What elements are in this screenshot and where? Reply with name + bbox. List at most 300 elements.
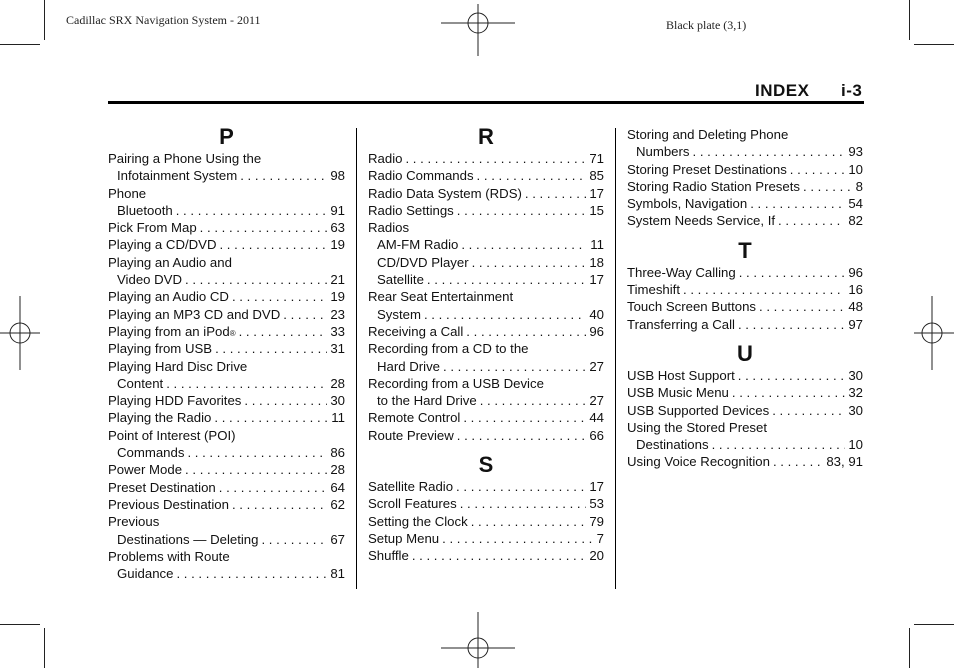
index-entry-line bbox=[368, 530, 604, 547]
dot-leader bbox=[790, 161, 846, 178]
index-entry-line bbox=[108, 202, 345, 219]
dot-leader bbox=[412, 547, 587, 564]
index-entry bbox=[108, 340, 345, 357]
index-entry-line bbox=[368, 392, 604, 409]
plate-label: Black plate (3,1) bbox=[666, 18, 747, 32]
dot-leader bbox=[466, 323, 586, 340]
index-entry bbox=[108, 254, 345, 289]
index-entry bbox=[627, 298, 863, 315]
entry-text: Video DVD bbox=[117, 272, 182, 288]
index-entry-line bbox=[108, 185, 345, 202]
index-heading: INDEX bbox=[755, 81, 810, 100]
dot-leader bbox=[457, 202, 587, 219]
crop-mark bbox=[909, 0, 910, 40]
entry-text: Recording from a CD to the bbox=[368, 341, 529, 357]
index-entry bbox=[108, 548, 345, 583]
index-entry-line bbox=[368, 495, 604, 512]
entry-text: Infotainment System bbox=[117, 168, 238, 184]
index-entry-line bbox=[627, 316, 863, 333]
index-entry-line bbox=[368, 219, 604, 236]
entry-text: Pick From Map bbox=[108, 220, 197, 236]
dot-leader bbox=[456, 478, 586, 495]
entry-page-number: 11 bbox=[590, 237, 604, 253]
entry-text: Using the Stored Preset bbox=[627, 419, 768, 435]
entry-page-number: 20 bbox=[589, 548, 604, 564]
crop-mark bbox=[44, 0, 45, 40]
entry-text: Bluetooth bbox=[117, 202, 173, 218]
index-entry bbox=[108, 323, 345, 340]
entry-text: Playing an Audio and bbox=[108, 254, 232, 270]
entry-text: Symbols, Navigation bbox=[627, 196, 748, 212]
crop-mark bbox=[0, 44, 40, 45]
index-entry-line bbox=[108, 444, 345, 461]
index-entry bbox=[108, 219, 345, 236]
entry-text: Three-Way Calling bbox=[627, 264, 736, 280]
dot-leader bbox=[443, 358, 586, 375]
entry-page-number: 82 bbox=[848, 213, 863, 229]
index-entry-line bbox=[368, 271, 604, 288]
dot-leader bbox=[200, 219, 328, 236]
index-entry-line bbox=[627, 402, 863, 419]
entry-page-number: 86 bbox=[330, 445, 345, 461]
registration-mark-icon bbox=[441, 612, 515, 668]
index-entry-line bbox=[627, 143, 863, 160]
index-entry bbox=[368, 340, 604, 375]
entry-text: Remote Control bbox=[368, 410, 461, 426]
entry-page-number: 21 bbox=[330, 272, 345, 288]
entry-text: System bbox=[377, 306, 421, 322]
entry-page-number: 17 bbox=[589, 185, 604, 201]
index-entry bbox=[368, 323, 604, 340]
dot-leader bbox=[424, 306, 586, 323]
index-entry-line bbox=[627, 453, 863, 470]
index-entry bbox=[368, 530, 604, 547]
crop-mark bbox=[0, 624, 40, 625]
index-entry-line bbox=[108, 323, 345, 340]
entry-page-number: 33 bbox=[330, 323, 345, 339]
index-entry bbox=[627, 402, 863, 419]
crop-mark bbox=[914, 44, 954, 45]
index-entry-line bbox=[368, 167, 604, 184]
index-letter-heading: P bbox=[219, 124, 234, 149]
entry-text: Satellite Radio bbox=[368, 479, 454, 495]
index-entry bbox=[368, 513, 604, 530]
index-entry bbox=[108, 513, 345, 548]
index-entry bbox=[368, 150, 604, 167]
index-entry bbox=[368, 202, 604, 219]
index-entry-line bbox=[108, 531, 345, 548]
index-entry bbox=[368, 167, 604, 184]
dot-leader bbox=[525, 185, 586, 202]
index-entry bbox=[627, 195, 863, 212]
index-entry-line bbox=[108, 150, 345, 167]
crop-mark bbox=[44, 628, 45, 668]
index-entry-line bbox=[368, 288, 604, 305]
entry-page-number: 18 bbox=[589, 254, 604, 270]
index-entry-line bbox=[627, 178, 863, 195]
dot-leader bbox=[471, 513, 587, 530]
entry-text: Destinations bbox=[636, 437, 709, 453]
index-entry-line bbox=[108, 479, 345, 496]
entry-page-number: 91 bbox=[330, 202, 345, 218]
entry-page-number: 19 bbox=[330, 237, 345, 253]
entry-page-number: 28 bbox=[330, 462, 345, 478]
index-entry bbox=[368, 185, 604, 202]
dot-leader bbox=[472, 254, 587, 271]
entry-text: Phone bbox=[108, 185, 147, 201]
entry-text: Transferring a Call bbox=[627, 316, 735, 332]
index-entry-line bbox=[108, 236, 345, 253]
dot-leader bbox=[219, 236, 327, 253]
entry-page-number: 15 bbox=[589, 202, 604, 218]
entry-page-number: 96 bbox=[589, 323, 604, 339]
index-entry-line bbox=[368, 254, 604, 271]
entry-text: Rear Seat Entertainment bbox=[368, 289, 514, 305]
entry-text: Radio Settings bbox=[368, 202, 454, 218]
index-letter-heading: R bbox=[478, 124, 494, 149]
dot-leader bbox=[283, 306, 327, 323]
index-entry-line bbox=[108, 254, 345, 271]
dot-leader bbox=[442, 530, 594, 547]
entry-page-number: 32 bbox=[848, 385, 863, 401]
index-entry-line bbox=[108, 288, 345, 305]
index-entry bbox=[108, 236, 345, 253]
index-entry bbox=[368, 288, 604, 323]
index-entry-line bbox=[368, 478, 604, 495]
index-entry bbox=[627, 212, 863, 229]
dot-leader bbox=[738, 316, 845, 333]
index-entry-line bbox=[108, 548, 345, 565]
entry-page-number: 31 bbox=[330, 341, 345, 357]
index-entry-line bbox=[368, 306, 604, 323]
entry-page-number: 7 bbox=[596, 530, 604, 546]
registration-mark-icon bbox=[441, 4, 515, 56]
index-entry-line bbox=[368, 185, 604, 202]
index-entry bbox=[627, 367, 863, 384]
dot-leader bbox=[750, 195, 845, 212]
index-entry bbox=[108, 150, 345, 185]
index-entry-line bbox=[368, 150, 604, 167]
index-entry bbox=[368, 219, 604, 288]
index-entry-line bbox=[108, 219, 345, 236]
entry-text: Touch Screen Buttons bbox=[627, 299, 757, 315]
index-entry-line bbox=[627, 298, 863, 315]
index-entry-line bbox=[108, 340, 345, 357]
entry-text: Radio Data System (RDS) bbox=[368, 185, 522, 201]
dot-leader bbox=[215, 340, 327, 357]
index-entry bbox=[627, 453, 863, 470]
index-entry-line bbox=[627, 436, 863, 453]
dot-leader bbox=[219, 479, 328, 496]
index-entry-line bbox=[108, 358, 345, 375]
entry-text: System Needs Service, If bbox=[627, 213, 776, 229]
entry-page-number: 23 bbox=[330, 306, 345, 322]
index-entry-line bbox=[108, 409, 345, 426]
index-entry-line bbox=[108, 375, 345, 392]
entry-page-number: 27 bbox=[589, 393, 604, 409]
entry-text: Playing from an iPod bbox=[108, 323, 230, 339]
index-entry bbox=[108, 288, 345, 305]
index-entry-line bbox=[368, 375, 604, 392]
header-rule bbox=[108, 101, 864, 104]
index-entry bbox=[627, 126, 863, 161]
entry-text: Satellite bbox=[377, 272, 424, 288]
entry-text: Point of Interest (POI) bbox=[108, 427, 236, 443]
entry-text: Destinations — Deleting bbox=[117, 531, 259, 547]
entry-text: USB Music Menu bbox=[627, 385, 729, 401]
index-entry-line bbox=[627, 161, 863, 178]
index-entry bbox=[627, 264, 863, 281]
index-entry-line bbox=[627, 419, 863, 436]
dot-leader bbox=[457, 427, 587, 444]
entry-text: Setup Menu bbox=[368, 530, 440, 546]
entry-page-number: 40 bbox=[589, 306, 604, 322]
index-entry bbox=[368, 409, 604, 426]
index-letter-heading: T bbox=[738, 237, 752, 263]
dot-leader bbox=[739, 264, 846, 281]
index-entry-line bbox=[368, 340, 604, 357]
entry-text: Radios bbox=[368, 220, 410, 236]
entry-text: Previous bbox=[108, 514, 160, 530]
entry-text: Radio Commands bbox=[368, 168, 474, 184]
index-entry-line bbox=[108, 306, 345, 323]
registration-mark-icon bbox=[914, 296, 954, 370]
index-entry bbox=[627, 384, 863, 401]
entry-text: Numbers bbox=[636, 144, 690, 160]
dot-leader bbox=[166, 375, 327, 392]
dot-leader bbox=[480, 392, 587, 409]
dot-leader bbox=[778, 212, 845, 229]
entry-page-number: 97 bbox=[848, 316, 863, 332]
entry-page-number: 17 bbox=[589, 479, 604, 495]
index-entry bbox=[108, 496, 345, 513]
entry-page-number: 11 bbox=[331, 410, 345, 426]
entry-text: Recording from a USB Device bbox=[368, 375, 544, 391]
dot-leader bbox=[772, 402, 845, 419]
dot-leader bbox=[461, 236, 587, 253]
index-entry bbox=[627, 419, 863, 454]
entry-page-number: 64 bbox=[330, 479, 345, 495]
index-entry-line bbox=[627, 264, 863, 281]
index-entry-line bbox=[627, 195, 863, 212]
column-divider bbox=[356, 128, 357, 589]
dot-leader bbox=[240, 167, 327, 184]
index-column-1 bbox=[108, 126, 345, 582]
dot-leader bbox=[712, 436, 846, 453]
entry-text: Playing an Audio CD bbox=[108, 289, 229, 305]
index-entry-line bbox=[627, 126, 863, 143]
dot-leader bbox=[477, 167, 587, 184]
index-entry bbox=[108, 479, 345, 496]
dot-leader bbox=[176, 202, 328, 219]
entry-text: Hard Drive bbox=[377, 358, 441, 374]
crop-mark bbox=[909, 628, 910, 668]
entry-page-number: 28 bbox=[330, 375, 345, 391]
dot-leader bbox=[239, 323, 328, 340]
index-letter-heading: U bbox=[737, 340, 753, 366]
index-entry-line bbox=[368, 409, 604, 426]
dot-leader bbox=[185, 461, 327, 478]
entry-text: to the Hard Drive bbox=[377, 393, 477, 409]
entry-text: Storing Preset Destinations bbox=[627, 161, 787, 177]
entry-page-number: 71 bbox=[589, 151, 604, 166]
doc-title: Cadillac SRX Navigation System - 2011 bbox=[66, 13, 261, 27]
dot-leader bbox=[693, 143, 846, 160]
entry-page-number: 85 bbox=[589, 168, 604, 184]
entry-page-number: 8 bbox=[855, 178, 863, 194]
entry-page-number: 79 bbox=[589, 513, 604, 529]
registration-mark-icon bbox=[0, 296, 40, 370]
index-entry bbox=[368, 427, 604, 444]
index-entry-line bbox=[627, 367, 863, 384]
entry-page-number: 27 bbox=[589, 358, 604, 374]
index-entry-line bbox=[108, 392, 345, 409]
entry-page-number: 30 bbox=[330, 393, 345, 409]
entry-text: Playing the Radio bbox=[108, 410, 212, 426]
dot-leader bbox=[405, 150, 586, 167]
dot-leader bbox=[460, 495, 587, 512]
entry-text: Problems with Route bbox=[108, 548, 230, 564]
entry-page-number: 63 bbox=[330, 220, 345, 236]
dot-leader bbox=[738, 367, 846, 384]
dot-leader bbox=[232, 496, 327, 513]
entry-text: Timeshift bbox=[627, 282, 681, 298]
index-column-2 bbox=[368, 126, 604, 565]
index-entry-line bbox=[108, 167, 345, 184]
entry-text: Preset Destination bbox=[108, 479, 216, 495]
entry-page-number: 17 bbox=[589, 272, 604, 288]
entry-text: Playing Hard Disc Drive bbox=[108, 358, 248, 374]
dot-leader bbox=[683, 281, 845, 298]
index-entry bbox=[108, 185, 345, 220]
entry-page-number: 98 bbox=[330, 168, 345, 184]
entry-text: Route Preview bbox=[368, 427, 454, 443]
entry-text: Playing from USB bbox=[108, 341, 213, 357]
index-entry-line bbox=[368, 358, 604, 375]
entry-text: AM-FM Radio bbox=[377, 237, 459, 253]
dot-leader bbox=[185, 271, 327, 288]
entry-page-number: 30 bbox=[848, 402, 863, 418]
dot-leader bbox=[214, 409, 328, 426]
index-entry bbox=[627, 178, 863, 195]
index-entry-line bbox=[108, 513, 345, 530]
index-entry-line bbox=[627, 212, 863, 229]
dot-leader bbox=[759, 298, 845, 315]
index-entry bbox=[627, 316, 863, 333]
index-entry bbox=[108, 358, 345, 393]
index-column-3 bbox=[627, 126, 863, 471]
entry-page-number: 48 bbox=[848, 299, 863, 315]
crop-mark bbox=[914, 624, 954, 625]
dot-leader bbox=[463, 409, 586, 426]
index-entry bbox=[368, 375, 604, 410]
entry-page-number: 19 bbox=[330, 289, 345, 305]
entry-text: Receiving a Call bbox=[368, 323, 464, 339]
index-entry bbox=[108, 461, 345, 478]
index-entry-line bbox=[627, 384, 863, 401]
entry-text: CD/DVD Player bbox=[377, 254, 469, 270]
index-entry-line bbox=[368, 202, 604, 219]
entry-text: Playing HDD Favorites bbox=[108, 393, 242, 409]
entry-text: Setting the Clock bbox=[368, 513, 468, 529]
entry-text: USB Supported Devices bbox=[627, 402, 770, 418]
entry-text: Scroll Features bbox=[368, 496, 457, 512]
index-entry-line bbox=[368, 547, 604, 564]
entry-page-number: 53 bbox=[589, 496, 604, 512]
index-entry-line bbox=[368, 513, 604, 530]
entry-page-number: 83, 91 bbox=[826, 454, 863, 470]
entry-text: Playing an MP3 CD and DVD bbox=[108, 306, 281, 322]
index-entry-line bbox=[108, 427, 345, 444]
entry-text: Shuffle bbox=[368, 548, 409, 564]
entry-page-number: 66 bbox=[589, 427, 604, 443]
dot-leader bbox=[427, 271, 586, 288]
dot-leader bbox=[261, 531, 327, 548]
entry-page-number: 62 bbox=[330, 496, 345, 512]
entry-page-number: 30 bbox=[848, 367, 863, 383]
entry-text: Pairing a Phone Using the bbox=[108, 151, 262, 166]
entry-page-number: 10 bbox=[848, 161, 863, 177]
entry-page-number: 54 bbox=[848, 196, 863, 212]
index-entry-line bbox=[368, 427, 604, 444]
entry-page-number: 10 bbox=[848, 437, 863, 453]
index-entry bbox=[108, 409, 345, 426]
dot-leader bbox=[176, 565, 327, 582]
entry-text: Playing a CD/DVD bbox=[108, 237, 217, 253]
dot-leader bbox=[244, 392, 327, 409]
entry-text: Content bbox=[117, 375, 164, 391]
index-letter-heading: S bbox=[478, 452, 494, 478]
entry-text: Commands bbox=[117, 445, 185, 461]
entry-page-number: 67 bbox=[330, 531, 345, 547]
index-entry bbox=[108, 392, 345, 409]
entry-text: Power Mode bbox=[108, 462, 183, 478]
entry-page-number: 93 bbox=[848, 144, 863, 160]
dot-leader bbox=[232, 288, 327, 305]
index-entry bbox=[627, 281, 863, 298]
index-entry-line bbox=[108, 565, 345, 582]
entry-text: Guidance bbox=[117, 566, 174, 582]
entry-text: Storing Radio Station Presets bbox=[627, 178, 800, 194]
index-entry bbox=[368, 495, 604, 512]
index-entry bbox=[108, 306, 345, 323]
column-divider bbox=[615, 128, 616, 589]
entry-text: Radio bbox=[368, 151, 403, 166]
dot-leader bbox=[773, 453, 823, 470]
index-entry bbox=[368, 547, 604, 564]
index-entry-line bbox=[368, 236, 604, 253]
registered-mark: ® bbox=[229, 328, 236, 338]
entry-page-number: 44 bbox=[589, 410, 604, 426]
dot-leader bbox=[187, 444, 327, 461]
index-entry-line bbox=[108, 271, 345, 288]
entry-text: USB Host Support bbox=[627, 367, 735, 383]
dot-leader bbox=[803, 178, 853, 195]
entry-text: Storing and Deleting Phone bbox=[627, 127, 789, 142]
index-entry bbox=[627, 161, 863, 178]
entry-text: Previous Destination bbox=[108, 496, 229, 512]
dot-leader bbox=[732, 384, 845, 401]
entry-page-number: 96 bbox=[848, 264, 863, 280]
index-entry-line bbox=[108, 496, 345, 513]
index-entry bbox=[108, 427, 345, 462]
page-number: i-3 bbox=[841, 81, 863, 100]
index-entry-line bbox=[108, 461, 345, 478]
entry-text: Using Voice Recognition bbox=[627, 454, 770, 470]
index-entry bbox=[368, 478, 604, 495]
entry-page-number: 16 bbox=[848, 282, 863, 298]
index-entry-line bbox=[627, 281, 863, 298]
